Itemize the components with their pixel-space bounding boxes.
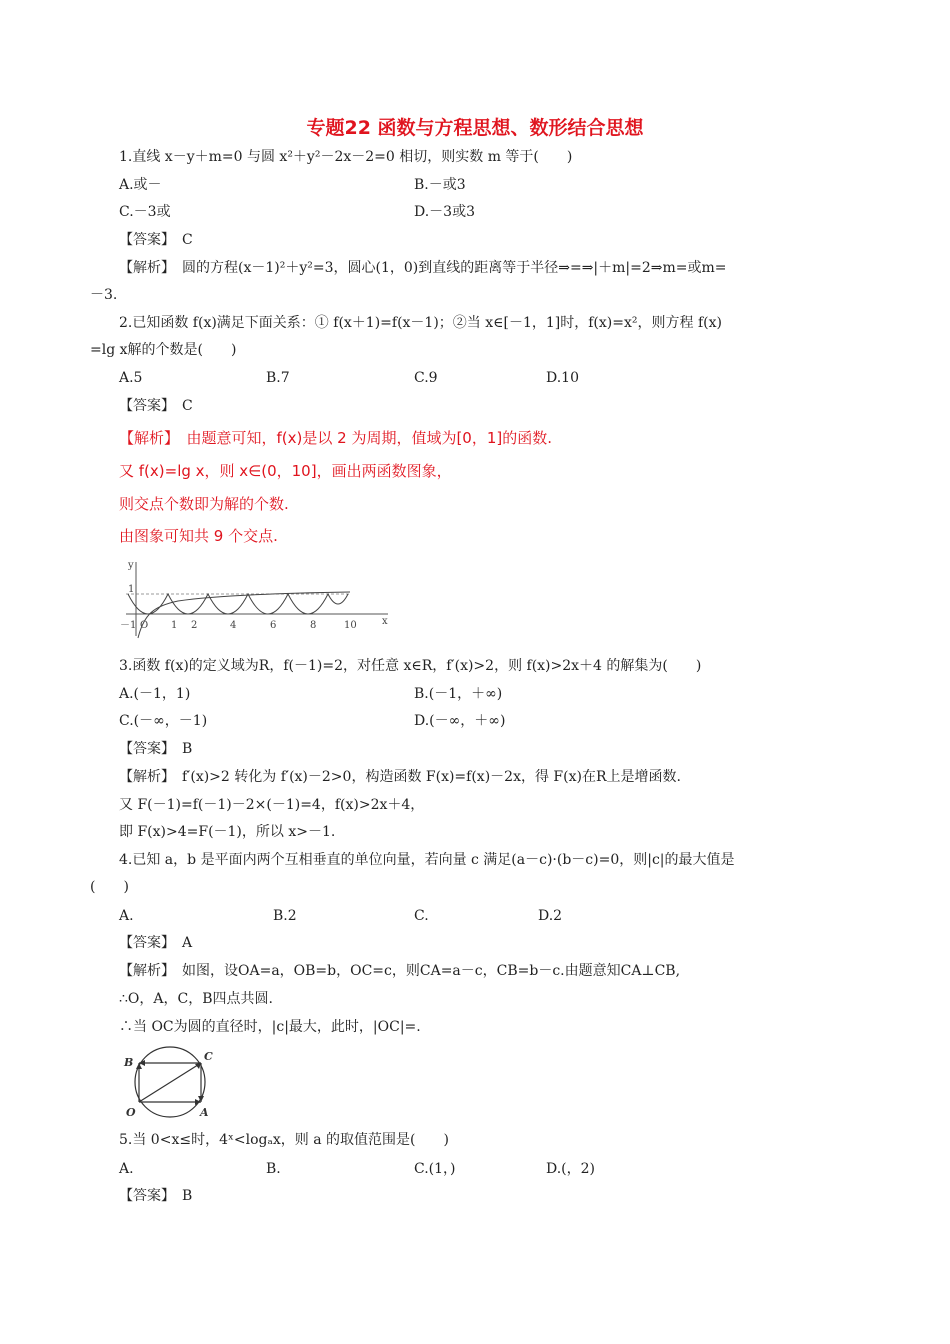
q5-option-a: A. [119,1161,134,1177]
q2-stem-line1: 2.已知函数 f(x)满足下面关系：① f(x＋1)=f(x－1)；②当 x∈[－1，1]时，f(x)=x²，则方程 f(x) [119,315,722,331]
q1-stem: 1.直线 x－y＋m=0 与圆 x²＋y²－2x－2=0 相切，则实数 m 等于( ) [119,149,573,165]
q1-option-b: B.－或3 [414,177,466,193]
graph-tick-1: 1 [171,620,178,631]
graph-y-label: y [128,560,134,571]
q2-option-a: A.5 [119,370,143,386]
graph-neg-one-label: －1 [120,620,137,631]
q3-option-d: D.(－∞，＋∞) [414,713,506,729]
figure-label-o: O [126,1106,136,1119]
q3-analysis-line1: 【解析】 f′(x)>2 转化为 f′(x)－2>0，构造函数 F(x)=f(x)－2x，得 F(x)在R上是增函数. [119,769,681,785]
page-title: 专题22 函数与方程思想、数形结合思想 [306,117,644,139]
q2-analysis-line2: 又 f(x)=lg x，则 x∈(0，10]，画出两函数图象， [119,462,452,480]
graph-tick-8: 8 [310,620,317,631]
q5-answer: 【答案】 B [119,1188,193,1204]
q3-option-a: A.(－1，1) [119,686,191,702]
q5-option-b: B. [266,1161,281,1177]
q4-option-d: D.2 [538,908,563,924]
q5-option-c: C.(1，) [414,1161,456,1177]
q4-option-c: C. [414,908,429,924]
q1-option-c: C.－3或 [119,204,171,220]
q2-option-c: C.9 [414,370,438,386]
q4-analysis-line3: ∴当 OC为圆的直径时，|c|最大，此时，|OC|=. [119,1019,421,1035]
graph-origin-label: O [140,620,149,631]
q4-circle-figure [120,1044,220,1122]
q2-analysis-line1: 【解析】 由题意可知，f(x)是以 2 为周期，值域为[0，1]的函数. [119,429,553,447]
q3-option-b: B.(－1，＋∞) [414,686,503,702]
q1-option-d: D.－3或3 [414,204,475,220]
q3-option-c: C.(－∞，－1) [119,713,208,729]
q2-function-graph [118,556,398,640]
q3-answer: 【答案】 B [119,741,193,757]
q2-analysis-line3: 则交点个数即为解的个数. [119,495,289,513]
q4-option-a: A. [119,908,134,924]
q5-stem: 5.当 0<x≤时，4ˣ<logₐx，则 a 的取值范围是( ) [119,1132,449,1148]
graph-tick-2: 2 [191,620,198,631]
q3-stem: 3.函数 f(x)的定义域为R，f(－1)=2，对任意 x∈R，f′(x)>2，则 f(x)>2x＋4 的解集为( ) [119,658,702,674]
graph-tick-4: 4 [230,620,237,631]
q2-stem-line2: =lg x解的个数是( ) [90,342,237,358]
q2-option-b: B.7 [266,370,290,386]
q4-option-b: B.2 [273,908,297,924]
q3-analysis-line2: 又 F(－1)=f(－1)－2×(－1)=4，f(x)>2x＋4， [119,797,425,813]
q4-stem-line1: 4.已知 a，b 是平面内两个互相垂直的单位向量，若向量 c 满足(a－c)·(b－c)=0，则|c|的最大值是 [119,852,735,868]
figure-label-b: B [124,1056,134,1069]
q1-option-a: A.或－ [119,177,162,193]
q4-stem-line2: ( ) [90,879,129,895]
graph-tick-6: 6 [270,620,277,631]
q3-analysis-line3: 即 F(x)>4=F(－1)，所以 x>－1. [119,824,336,840]
q5-option-d: D.(，2) [546,1161,596,1177]
q1-analysis-line1: 【解析】 圆的方程(x－1)²＋y²=3，圆心(1，0)到直线的距离等于半径⇒=⇒|＋m|=2⇒m=或m= [119,260,727,276]
q2-analysis-line4: 由图象可知共 9 个交点. [119,527,278,545]
graph-tick-10: 10 [344,620,357,631]
q4-analysis-line1: 【解析】 如图，设OA=a，OB=b，OC=c，则CA=a－c，CB=b－c.由题意知CA⊥CB, [119,963,681,979]
q4-analysis-line2: ∴O，A，C，B四点共圆. [119,991,273,1007]
figure-label-a: A [200,1106,209,1119]
q1-answer: 【答案】 C [119,232,193,248]
q4-answer: 【答案】 A [119,935,193,951]
figure-label-c: C [204,1050,213,1063]
graph-one-label: 1 [128,584,135,595]
q2-answer: 【答案】 C [119,398,193,414]
graph-x-label: x [382,616,388,627]
q2-option-d: D.10 [546,370,579,386]
q1-analysis-line2: －3. [90,287,118,303]
